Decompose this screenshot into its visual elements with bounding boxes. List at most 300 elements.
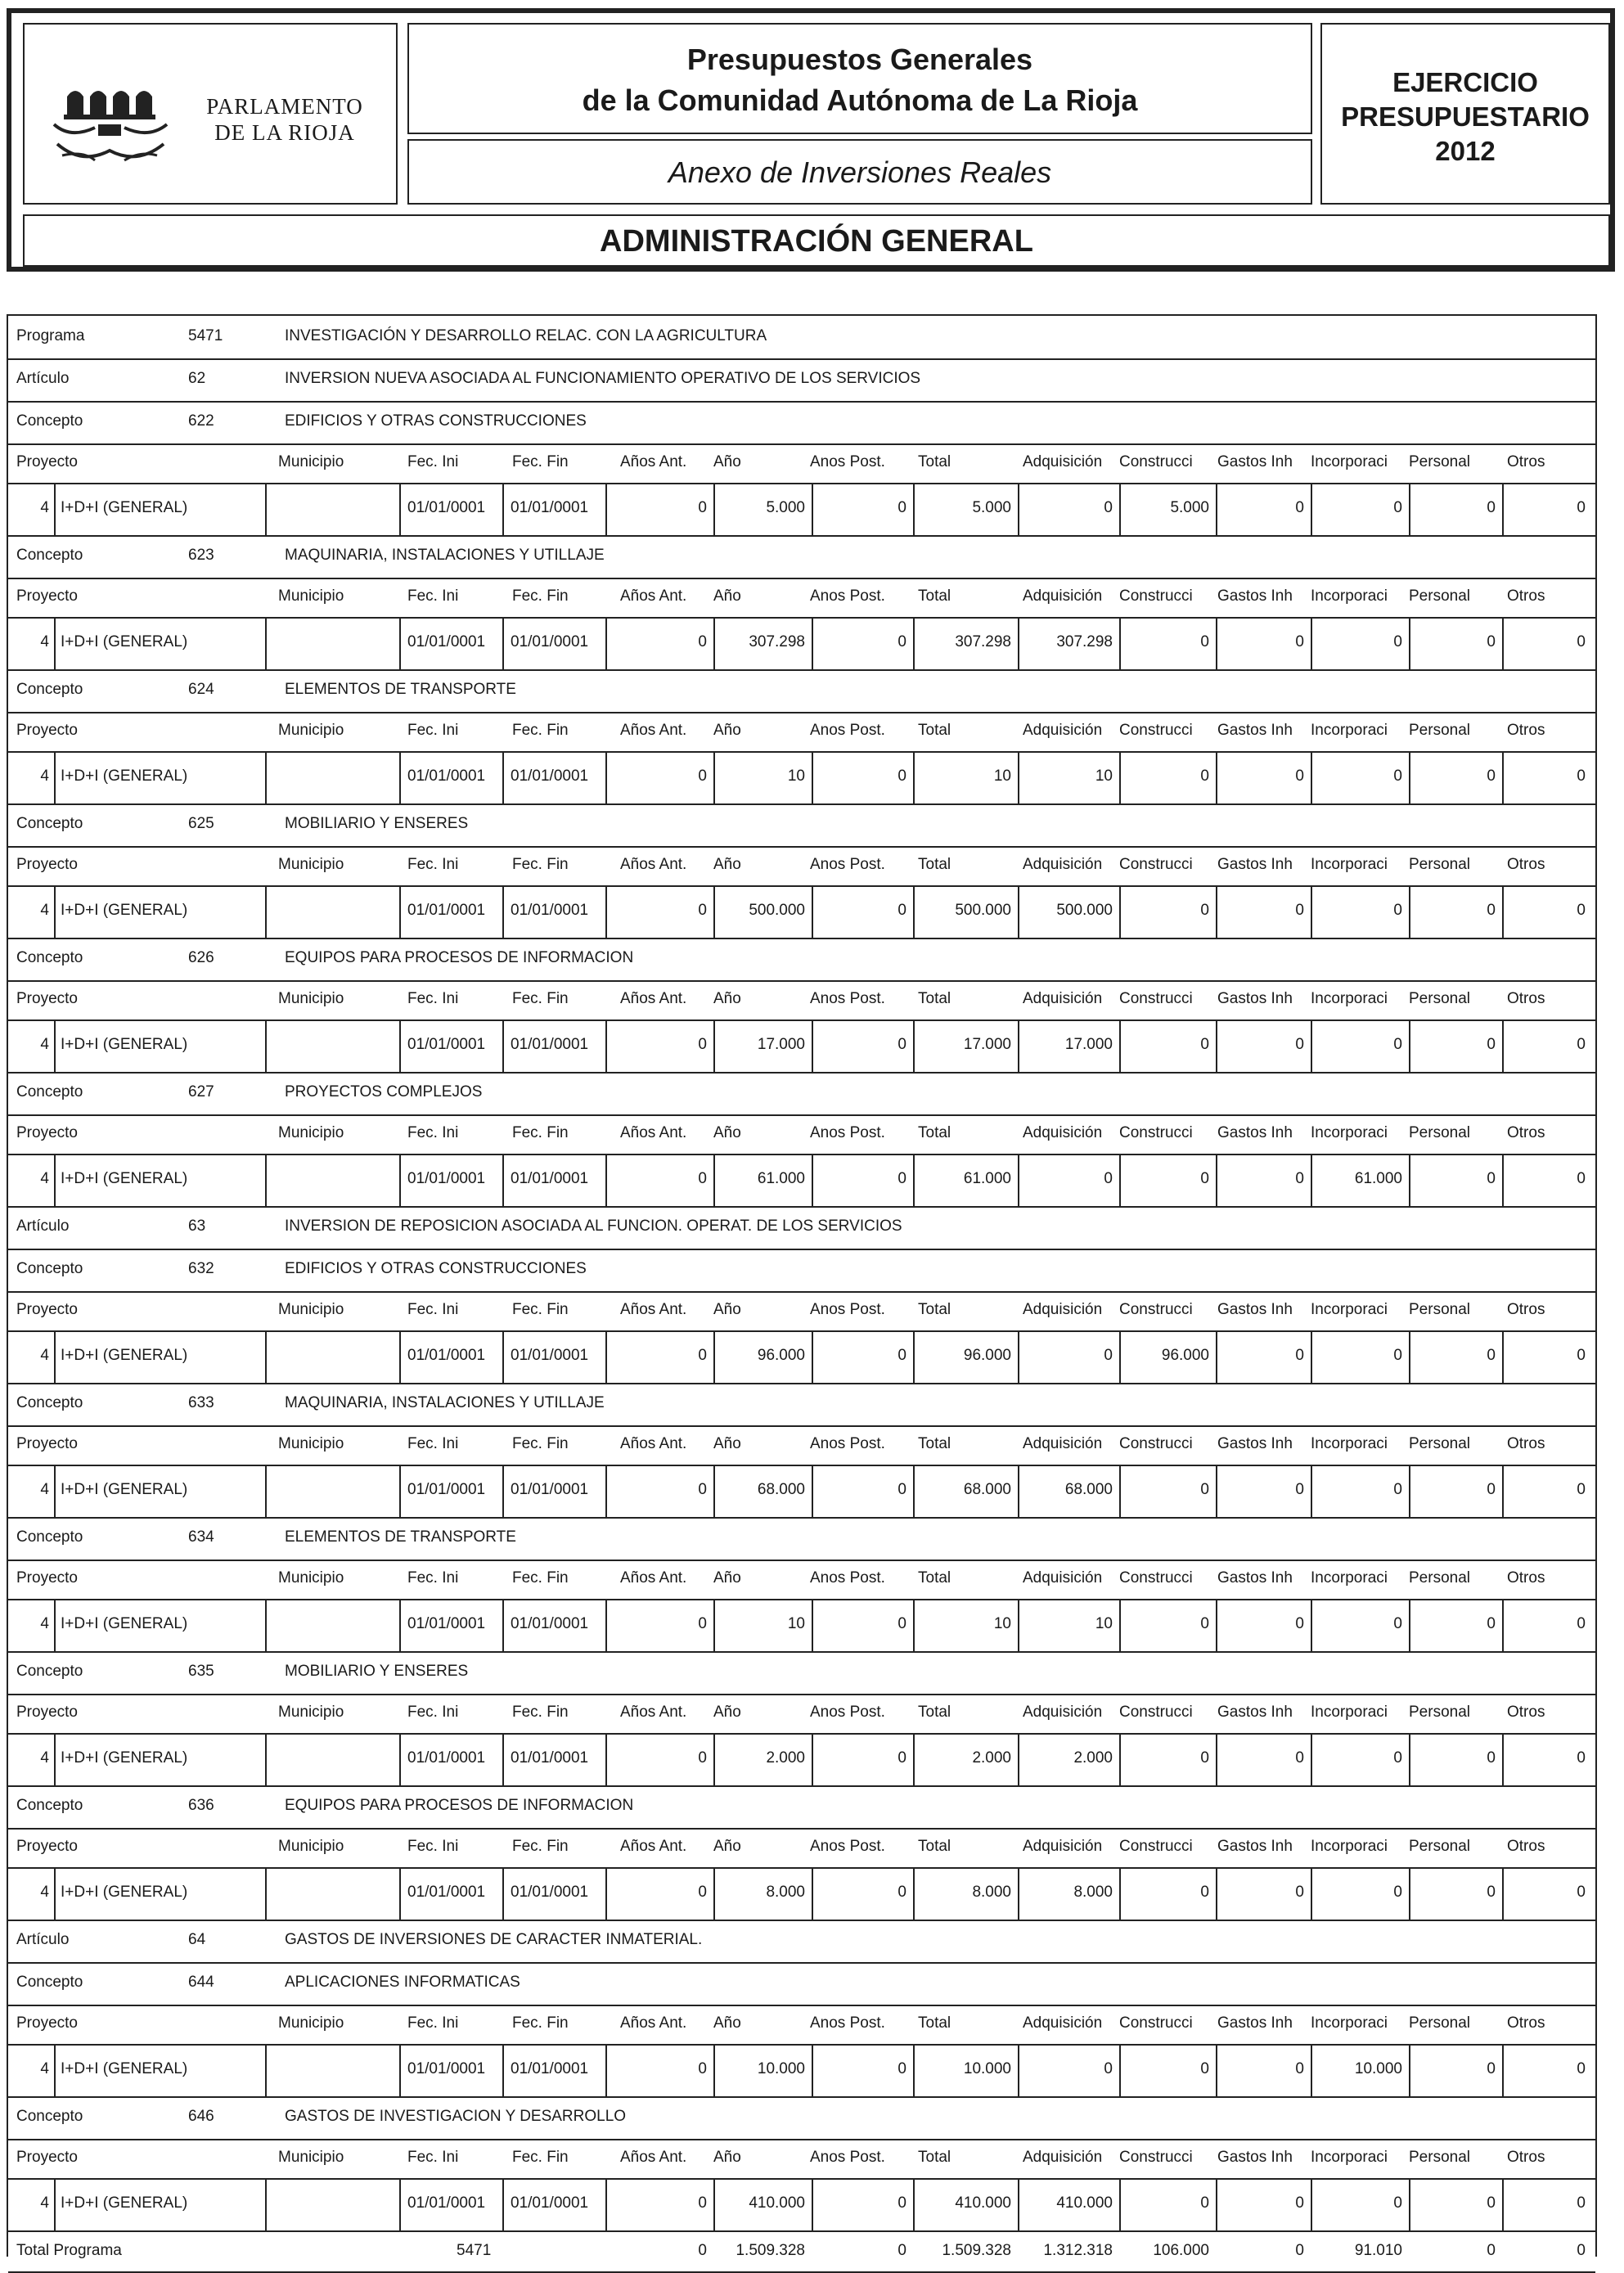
cell-divider <box>1311 1154 1312 1206</box>
article-row <box>8 358 1595 401</box>
column-header-proyecto: Proyecto <box>16 856 78 873</box>
construction-cell: 0 <box>1200 2194 1209 2212</box>
column-header-anos-post-: Anos Post. <box>810 1569 885 1587</box>
column-header-anos-post-: Anos Post. <box>810 1435 885 1452</box>
column-header-fec-ini: Fec. Ini <box>407 856 459 873</box>
cell-divider <box>1216 2178 1217 2230</box>
start-date-cell: 01/01/0001 <box>407 1347 486 1364</box>
cell-divider <box>1018 1599 1019 1651</box>
cell-divider <box>54 1733 56 1785</box>
concept-row-code: 632 <box>188 1260 214 1277</box>
concept-row <box>8 2096 1595 2139</box>
cell-divider <box>913 751 915 803</box>
column-header-construcci: Construcci <box>1119 856 1193 873</box>
personnel-cell: 0 <box>1487 1884 1496 1901</box>
concept-row-code: 625 <box>188 815 214 832</box>
project-number: 4 <box>40 1481 49 1498</box>
later-years-cell: 0 <box>897 633 906 650</box>
prior-years-cell: 0 <box>698 2060 707 2077</box>
fiscal-year-value: 2012 <box>1435 136 1496 166</box>
concept-row-label: Concepto <box>16 1528 83 1546</box>
later-years-cell: 0 <box>897 2194 906 2212</box>
column-header-año: Año <box>713 722 741 739</box>
annex-title: Anexo de Inversiones Reales <box>668 155 1052 189</box>
prior-years-cell: 0 <box>698 1170 707 1187</box>
cell-divider <box>1409 2044 1410 2096</box>
cell-divider <box>913 1599 915 1651</box>
year-cell: 410.000 <box>749 2194 805 2212</box>
project-name: I+D+I (GENERAL) <box>61 902 188 919</box>
fiscal-year-line2: PRESUPUESTARIO <box>1341 101 1590 132</box>
cell-divider <box>605 751 607 803</box>
column-header-total: Total <box>918 1569 951 1587</box>
project-name: I+D+I (GENERAL) <box>61 1884 188 1901</box>
column-header-años-ant-: Años Ant. <box>620 990 687 1007</box>
column-header-municipio: Municipio <box>278 1301 344 1318</box>
cell-divider <box>399 483 401 535</box>
cell-divider <box>54 483 56 535</box>
cell-divider <box>1409 1599 1410 1651</box>
column-header-construcci: Construcci <box>1119 1838 1193 1855</box>
program-row-label: Programa <box>16 327 85 344</box>
column-header-adquisición: Adquisición <box>1023 1301 1103 1318</box>
column-header-row <box>8 2139 1595 2178</box>
end-date-cell: 01/01/0001 <box>511 2060 589 2077</box>
personnel-cell: 0 <box>1487 902 1496 919</box>
cell-divider <box>713 1599 715 1651</box>
cell-divider <box>1409 885 1410 938</box>
end-date-cell: 01/01/0001 <box>511 633 589 650</box>
cell-divider <box>913 1330 915 1383</box>
column-header-total: Total <box>918 1704 951 1721</box>
column-header-años-ant-: Años Ant. <box>620 1435 687 1452</box>
cell-divider <box>265 1019 267 1072</box>
cell-divider <box>1216 1733 1217 1785</box>
cell-divider <box>54 1465 56 1517</box>
cell-divider <box>713 1154 715 1206</box>
prior-years-cell: 0 <box>698 1615 707 1632</box>
budget-title-box <box>407 23 1312 134</box>
cell-divider <box>1409 2178 1410 2230</box>
program-total-label: Total Programa <box>16 2242 122 2259</box>
project-number: 4 <box>40 2194 49 2212</box>
acquisition-cell: 0 <box>1104 499 1113 516</box>
cell-divider <box>913 1154 915 1206</box>
incorporation-cell: 0 <box>1393 1036 1402 1053</box>
column-header-total: Total <box>918 2149 951 2166</box>
column-header-otros: Otros <box>1507 856 1545 873</box>
project-name: I+D+I (GENERAL) <box>61 1036 188 1053</box>
prior-years-cell: 0 <box>698 1749 707 1767</box>
column-header-fec-ini: Fec. Ini <box>407 1569 459 1587</box>
column-header-otros: Otros <box>1507 1124 1545 1141</box>
concept-row <box>8 1517 1595 1560</box>
column-header-fec-ini: Fec. Ini <box>407 1124 459 1141</box>
concept-row-name: ELEMENTOS DE TRANSPORTE <box>285 1528 516 1546</box>
year-cell: 8.000 <box>766 1884 805 1901</box>
others-cell: 0 <box>1577 1615 1586 1632</box>
cell-divider <box>1119 1330 1121 1383</box>
total-total: 1.509.328 <box>942 2242 1011 2259</box>
column-header-anos-post-: Anos Post. <box>810 1838 885 1855</box>
cell-divider <box>265 1330 267 1383</box>
table-row <box>8 1867 1595 1920</box>
column-header-año: Año <box>713 453 741 470</box>
column-header-proyecto: Proyecto <box>16 2014 78 2032</box>
column-header-incorporaci: Incorporaci <box>1311 1704 1388 1721</box>
cell-divider <box>812 2044 813 2096</box>
cell-divider <box>54 1019 56 1072</box>
cell-divider <box>1409 1154 1410 1206</box>
others-cell: 0 <box>1577 902 1586 919</box>
column-header-incorporaci: Incorporaci <box>1311 1569 1388 1587</box>
table-row <box>8 885 1595 938</box>
column-header-personal: Personal <box>1409 1124 1470 1141</box>
column-header-personal: Personal <box>1409 1704 1470 1721</box>
column-header-gastos-inh: Gastos Inh <box>1217 1704 1293 1721</box>
total-cell: 2.000 <box>972 1749 1011 1767</box>
construction-cell: 0 <box>1200 1036 1209 1053</box>
concept-row-label: Concepto <box>16 1260 83 1277</box>
cell-divider <box>713 1330 715 1383</box>
cell-divider <box>913 885 915 938</box>
cell-divider <box>1018 2178 1019 2230</box>
others-cell: 0 <box>1577 767 1586 785</box>
year-cell: 10 <box>787 1615 805 1632</box>
project-number: 4 <box>40 1347 49 1364</box>
cell-divider <box>399 1867 401 1920</box>
prior-years-cell: 0 <box>698 767 707 785</box>
concept-row-name: EDIFICIOS Y OTRAS CONSTRUCCIONES <box>285 1260 587 1277</box>
concept-row <box>8 1383 1595 1425</box>
cell-divider <box>54 1867 56 1920</box>
column-header-proyecto: Proyecto <box>16 1124 78 1141</box>
year-cell: 96.000 <box>757 1347 805 1364</box>
cell-divider <box>265 617 267 669</box>
end-date-cell: 01/01/0001 <box>511 1615 589 1632</box>
cell-divider <box>713 885 715 938</box>
cell-divider <box>1119 1019 1121 1072</box>
cell-divider <box>913 2178 915 2230</box>
column-header-otros: Otros <box>1507 1301 1545 1318</box>
concept-row-name: MOBILIARIO Y ENSERES <box>285 1663 469 1680</box>
column-header-gastos-inh: Gastos Inh <box>1217 1569 1293 1587</box>
column-header-gastos-inh: Gastos Inh <box>1217 1435 1293 1452</box>
total-cell: 61.000 <box>963 1170 1011 1187</box>
later-years-cell: 0 <box>897 1036 906 1053</box>
cell-divider <box>399 1154 401 1206</box>
concept-row <box>8 535 1595 578</box>
column-header-total: Total <box>918 453 951 470</box>
concept-row-name: ELEMENTOS DE TRANSPORTE <box>285 681 516 698</box>
end-date-cell: 01/01/0001 <box>511 1884 589 1901</box>
cell-divider <box>812 1733 813 1785</box>
article-row <box>8 1206 1595 1249</box>
table-row <box>8 2178 1595 2230</box>
prior-years-cell: 0 <box>698 1347 707 1364</box>
others-cell: 0 <box>1577 1884 1586 1901</box>
cell-divider <box>399 617 401 669</box>
personnel-cell: 0 <box>1487 499 1496 516</box>
cell-divider <box>54 2178 56 2230</box>
incorporation-cell: 10.000 <box>1354 2060 1402 2077</box>
intangible-cell: 0 <box>1295 1347 1304 1364</box>
cell-divider <box>1311 1330 1312 1383</box>
acquisition-cell: 410.000 <box>1056 2194 1113 2212</box>
acquisition-cell: 500.000 <box>1056 902 1113 919</box>
personnel-cell: 0 <box>1487 1347 1496 1364</box>
concept-row-name: EQUIPOS PARA PROCESOS DE INFORMACION <box>285 1797 634 1814</box>
others-cell: 0 <box>1577 499 1586 516</box>
column-header-otros: Otros <box>1507 990 1545 1007</box>
cell-divider <box>713 617 715 669</box>
cell-divider <box>605 1599 607 1651</box>
start-date-cell: 01/01/0001 <box>407 1884 486 1901</box>
cell-divider <box>1216 1154 1217 1206</box>
personnel-cell: 0 <box>1487 2194 1496 2212</box>
acquisition-cell: 8.000 <box>1073 1884 1113 1901</box>
acquisition-cell: 68.000 <box>1064 1481 1113 1498</box>
start-date-cell: 01/01/0001 <box>407 1481 486 1498</box>
total-cell: 8.000 <box>972 1884 1011 1901</box>
parliament-logo-box <box>23 23 398 205</box>
column-header-año: Año <box>713 587 741 605</box>
total-others: 0 <box>1577 2242 1586 2259</box>
cell-divider <box>1018 2044 1019 2096</box>
column-header-personal: Personal <box>1409 2014 1470 2032</box>
end-date-cell: 01/01/0001 <box>511 1347 589 1364</box>
table-row <box>8 617 1595 669</box>
column-header-proyecto: Proyecto <box>16 1435 78 1452</box>
end-date-cell: 01/01/0001 <box>511 1481 589 1498</box>
column-header-construcci: Construcci <box>1119 2149 1193 2166</box>
column-header-total: Total <box>918 1124 951 1141</box>
cell-divider <box>913 1733 915 1785</box>
cell-divider <box>265 1465 267 1517</box>
concept-row-name: PROYECTOS COMPLEJOS <box>285 1083 483 1100</box>
project-name: I+D+I (GENERAL) <box>61 1749 188 1767</box>
cell-divider <box>54 885 56 938</box>
construction-cell: 0 <box>1200 1884 1209 1901</box>
column-header-personal: Personal <box>1409 2149 1470 2166</box>
column-header-adquisición: Adquisición <box>1023 453 1103 470</box>
article-row-label: Artículo <box>16 1931 70 1948</box>
cell-divider <box>1311 617 1312 669</box>
year-cell: 10.000 <box>757 2060 805 2077</box>
cell-divider <box>1502 2178 1504 2230</box>
year-cell: 5.000 <box>766 499 805 516</box>
column-header-fec-ini: Fec. Ini <box>407 453 459 470</box>
acquisition-cell: 17.000 <box>1064 1036 1113 1053</box>
cell-divider <box>1216 885 1217 938</box>
concept-row-label: Concepto <box>16 949 83 966</box>
prior-years-cell: 0 <box>698 499 707 516</box>
concept-row-label: Concepto <box>16 547 83 564</box>
cell-divider <box>54 1599 56 1651</box>
cell-divider <box>1119 1599 1121 1651</box>
cell-divider <box>913 1465 915 1517</box>
column-header-gastos-inh: Gastos Inh <box>1217 856 1293 873</box>
cell-divider <box>502 885 504 938</box>
cell-divider <box>1502 751 1504 803</box>
intangible-cell: 0 <box>1295 902 1304 919</box>
column-header-año: Año <box>713 990 741 1007</box>
cell-divider <box>1216 751 1217 803</box>
column-header-anos-post-: Anos Post. <box>810 856 885 873</box>
column-header-row <box>8 1694 1595 1733</box>
column-header-proyecto: Proyecto <box>16 2149 78 2166</box>
cell-divider <box>812 1019 813 1072</box>
cell-divider <box>1502 1330 1504 1383</box>
construction-cell: 5.000 <box>1170 499 1209 516</box>
cell-divider <box>265 2178 267 2230</box>
column-header-proyecto: Proyecto <box>16 1569 78 1587</box>
column-header-adquisición: Adquisición <box>1023 1569 1103 1587</box>
column-header-personal: Personal <box>1409 1838 1470 1855</box>
later-years-cell: 0 <box>897 1170 906 1187</box>
column-header-municipio: Municipio <box>278 1124 344 1141</box>
column-header-total: Total <box>918 2014 951 2032</box>
cell-divider <box>1216 1465 1217 1517</box>
acquisition-cell: 0 <box>1104 1347 1113 1364</box>
cell-divider <box>605 617 607 669</box>
year-cell: 500.000 <box>749 902 805 919</box>
cell-divider <box>502 483 504 535</box>
column-header-incorporaci: Incorporaci <box>1311 1435 1388 1452</box>
column-header-anos-post-: Anos Post. <box>810 1301 885 1318</box>
acquisition-cell: 0 <box>1104 1170 1113 1187</box>
cell-divider <box>1311 751 1312 803</box>
concept-row-label: Concepto <box>16 412 83 430</box>
column-header-incorporaci: Incorporaci <box>1311 1838 1388 1855</box>
acquisition-cell: 10 <box>1095 1615 1113 1632</box>
later-years-cell: 0 <box>897 1615 906 1632</box>
parliament-name-line1: PARLAMENTO <box>206 94 363 119</box>
concept-row-code: 624 <box>188 681 214 698</box>
concept-row <box>8 1072 1595 1114</box>
column-header-gastos-inh: Gastos Inh <box>1217 990 1293 1007</box>
concept-row <box>8 1785 1595 1828</box>
column-header-otros: Otros <box>1507 453 1545 470</box>
end-date-cell: 01/01/0001 <box>511 767 589 785</box>
intangible-cell: 0 <box>1295 2194 1304 2212</box>
parliament-name <box>195 93 375 146</box>
cell-divider <box>605 1019 607 1072</box>
concept-row-code: 633 <box>188 1394 214 1411</box>
column-header-adquisición: Adquisición <box>1023 1838 1103 1855</box>
column-header-adquisición: Adquisición <box>1023 587 1103 605</box>
column-header-gastos-inh: Gastos Inh <box>1217 722 1293 739</box>
cell-divider <box>502 617 504 669</box>
column-header-adquisición: Adquisición <box>1023 1435 1103 1452</box>
concept-row <box>8 803 1595 846</box>
column-header-proyecto: Proyecto <box>16 453 78 470</box>
cell-divider <box>605 885 607 938</box>
concept-row-name: APLICACIONES INFORMATICAS <box>285 1974 520 1991</box>
incorporation-cell: 0 <box>1393 633 1402 650</box>
incorporation-cell: 0 <box>1393 2194 1402 2212</box>
total-later-years: 0 <box>897 2242 906 2259</box>
column-header-personal: Personal <box>1409 1569 1470 1587</box>
program-total-row <box>8 2230 1595 2271</box>
column-header-municipio: Municipio <box>278 2149 344 2166</box>
cell-divider <box>812 2178 813 2230</box>
others-cell: 0 <box>1577 633 1586 650</box>
later-years-cell: 0 <box>897 499 906 516</box>
concept-row-code: 636 <box>188 1797 214 1814</box>
project-number: 4 <box>40 499 49 516</box>
cell-divider <box>502 751 504 803</box>
column-header-construcci: Construcci <box>1119 1435 1193 1452</box>
column-header-otros: Otros <box>1507 1569 1545 1587</box>
cell-divider <box>1409 751 1410 803</box>
concept-row-label: Concepto <box>16 681 83 698</box>
concept-row-code: 622 <box>188 412 214 430</box>
column-header-personal: Personal <box>1409 990 1470 1007</box>
cell-divider <box>1311 1733 1312 1785</box>
incorporation-cell: 61.000 <box>1354 1170 1402 1187</box>
end-date-cell: 01/01/0001 <box>511 499 589 516</box>
column-header-incorporaci: Incorporaci <box>1311 1124 1388 1141</box>
cell-divider <box>812 1154 813 1206</box>
column-header-municipio: Municipio <box>278 856 344 873</box>
prior-years-cell: 0 <box>698 1884 707 1901</box>
column-header-años-ant-: Años Ant. <box>620 453 687 470</box>
column-header-row <box>8 712 1595 751</box>
column-header-incorporaci: Incorporaci <box>1311 722 1388 739</box>
cell-divider <box>1502 483 1504 535</box>
column-header-años-ant-: Años Ant. <box>620 1704 687 1721</box>
cell-divider <box>265 1599 267 1651</box>
end-date-cell: 01/01/0001 <box>511 902 589 919</box>
column-header-municipio: Municipio <box>278 990 344 1007</box>
column-header-anos-post-: Anos Post. <box>810 2149 885 2166</box>
year-cell: 61.000 <box>757 1170 805 1187</box>
column-header-incorporaci: Incorporaci <box>1311 453 1388 470</box>
column-header-año: Año <box>713 1704 741 1721</box>
incorporation-cell: 0 <box>1393 1884 1402 1901</box>
column-header-municipio: Municipio <box>278 2014 344 2032</box>
column-header-row <box>8 1560 1595 1599</box>
article-row-code: 62 <box>188 370 206 387</box>
project-number: 4 <box>40 767 49 785</box>
cell-divider <box>502 1465 504 1517</box>
total-incorporation: 91.010 <box>1354 2242 1402 2259</box>
others-cell: 0 <box>1577 1036 1586 1053</box>
column-header-total: Total <box>918 990 951 1007</box>
project-name: I+D+I (GENERAL) <box>61 1481 188 1498</box>
intangible-cell: 0 <box>1295 633 1304 650</box>
column-header-fec-ini: Fec. Ini <box>407 1435 459 1452</box>
cell-divider <box>1502 1599 1504 1651</box>
construction-cell: 0 <box>1200 2060 1209 2077</box>
budget-title-line2: de la Comunidad Autónoma de La Rioja <box>582 83 1138 117</box>
article-row <box>8 1920 1595 1962</box>
cell-divider <box>1119 2178 1121 2230</box>
cell-divider <box>1119 1154 1121 1206</box>
column-header-año: Año <box>713 856 741 873</box>
column-header-row <box>8 2005 1595 2044</box>
cell-divider <box>1018 1154 1019 1206</box>
column-header-total: Total <box>918 1838 951 1855</box>
cell-divider <box>54 617 56 669</box>
cell-divider <box>1018 483 1019 535</box>
column-header-fec-fin: Fec. Fin <box>512 2014 569 2032</box>
column-header-total: Total <box>918 1301 951 1318</box>
total-personnel: 0 <box>1487 2242 1496 2259</box>
column-header-incorporaci: Incorporaci <box>1311 2014 1388 2032</box>
column-header-gastos-inh: Gastos Inh <box>1217 587 1293 605</box>
